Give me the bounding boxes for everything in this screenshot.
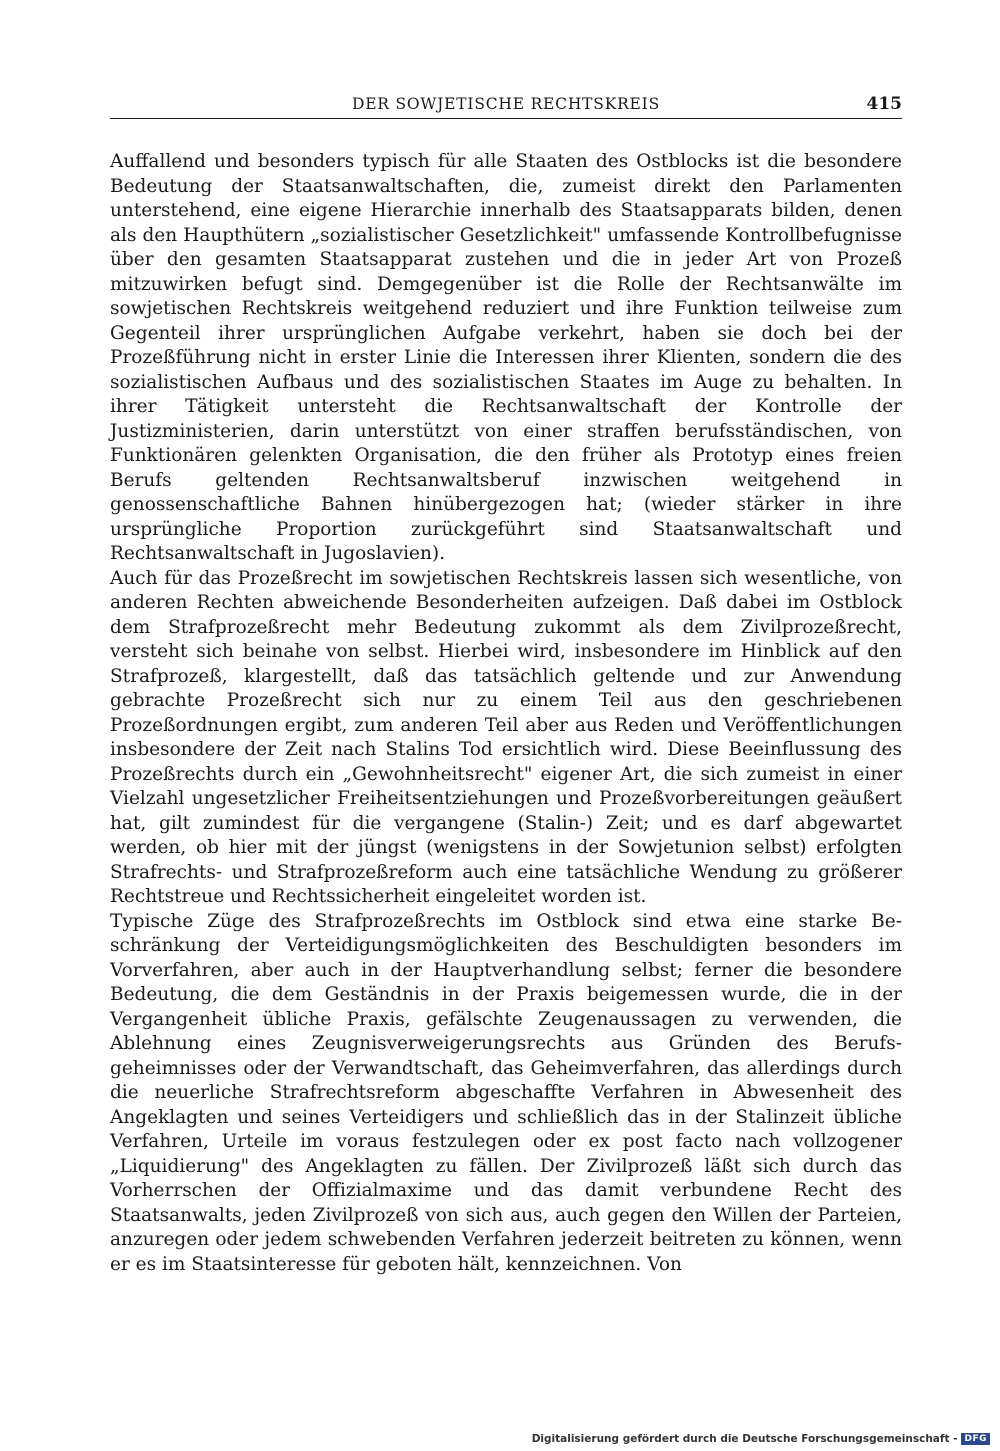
digitization-credit <box>532 1433 990 1445</box>
paragraph-3: Typische Züge des Strafprozeßrechts im Ostblock sind etwa eine starke Beschränkung der Verteidigungsmöglichkeiten des Beschuldigten besonders im Vorverfahren, aber auch in der Hauptverhandlung selbst; ferner die besondere Bedeutung, die dem Geständnis in der Praxis beigemessen wurde, die in der Vergangenheit übliche Praxis, gefälschte Zeugenaussagen zu verwenden, die Ablehnung eines Zeugnisverweigerungsrechts aus Gründen des Berufsgeheimnisses oder der Verwandtschaft, das Geheimverfahren, das allerdings durch die neuerliche Strafrechtsreform abgeschaffte Verfahren in Abwesenheit des Angeklagten und seines Verteidigers und schließlich das in der Stalinzeit übliche Verfahren, Urteile im voraus festzulegen oder ex post facto nach vollzogener „Liquidierung" des Angeklagten zu fällen. Der Zivilprozeß läßt sich durch das Vorherrschen der Offizialmaxime und das damit verbundene Recht des Staatsanwalts, jeden Zivilprozeß von sich aus, auch gegen den Willen der Parteien, anzuregen oder jedem schwebenden Verfahren jederzeit beitreten zu können, wenn er es im Staatsinteresse für geboten hält, kennzeichnen. Von <box>110 910 902 1275</box>
running-title: DER SOWJETISCHE RECHTSKREIS <box>351 95 661 113</box>
running-header <box>110 94 902 119</box>
dfg-logo-icon: DFG <box>961 1433 990 1445</box>
body-text <box>110 150 902 1277</box>
paragraph-2: Auch für das Prozeßrecht im sowjetischen Rechtskreis lassen sich wesentliche, von anderen Rechten abweichende Besonderheiten aufzeigen. Daß dabei im Ostblock dem Strafprozeßrecht mehr Bedeutung zukommt als dem Zivilprozeßrecht, versteht sich beinahe von selbst. Hierbei wird, insbesondere im Hinblick auf den Strafprozeß, klargestellt, daß das tatsächlich geltende und zur Anwendung gebrachte Prozeßrecht sich nur zu einem Teil aus den geschriebenen Prozeßordnungen ergibt, zum anderen Teil aber aus Reden und Veröffentlichungen insbesondere der Zeit nach Stalins Tod ersichtlich wird. Diese Beeinflussung des Prozeßrechts durch ein „Gewohnheitsrecht" eigener Art, die sich zumeist in einer Vielzahl ungesetzlicher Freiheitsentziehungen und Prozeßvorbereitungen geäußert hat, gilt zumindest für die vergangene (Stalin-) Zeit; und es darf abgewartet werden, ob hier mit der jüngst (wenigstens in der Sowjetunion selbst) erfolgten Strafrechts- und Strafprozeßreform auch eine tatsächliche Wendung zu größerer Rechtstreue und Rechtssicherheit eingeleitet worden ist. <box>110 567 902 907</box>
paragraph-1: Auffallend und besonders typisch für alle Staaten des Ostblocks ist die besondere Bedeutung der Staatsanwaltschaften, die, zumeist direkt den Parlamenten unterstehend, eine eigene Hierarchie innerhalb des Staatsapparats bilden, denen als den Haupthütern „sozialistischer Gesetzlichkeit" umfassende Kontrollbefugnisse über den gesamten Staatsapparat zustehen und die in jeder Art von Prozeß mitzuwirken befugt sind. Demgegenüber ist die Rolle der Rechtsanwälte im sowjetischen Rechtskreis weitgehend reduziert und ihre Funktion teilweise zum Gegenteil ihrer ursprünglichen Aufgabe verkehrt, haben sie doch bei der Prozeßführung nicht in erster Linie die Interessen ihrer Klienten, sondern die des sozialistischen Aufbaus und des sozialistischen Staates im Auge zu behalten. In ihrer Tätigkeit untersteht die Rechtsanwaltschaft der Kontrolle der Justizministerien, darin unterstützt von einer straffen berufsständischen, von Funktionären gelenkten Organisation, die den früher als Prototyp eines freien Berufs geltenden Rechtsanwaltsberuf inzwischen weitgehend in genossenschaftliche Bahnen hinübergezogen hat; (wieder stärker in ihre ursprüngliche Proportion zurückgeführt sind Staatsanwaltschaft und Rechtsanwaltschaft in Jugoslavien). <box>110 151 902 564</box>
credit-text: Digitalisierung gefördert durch die Deutsche Forschungsgemeinschaft - <box>531 1433 958 1445</box>
page-number: 415 <box>866 94 902 114</box>
